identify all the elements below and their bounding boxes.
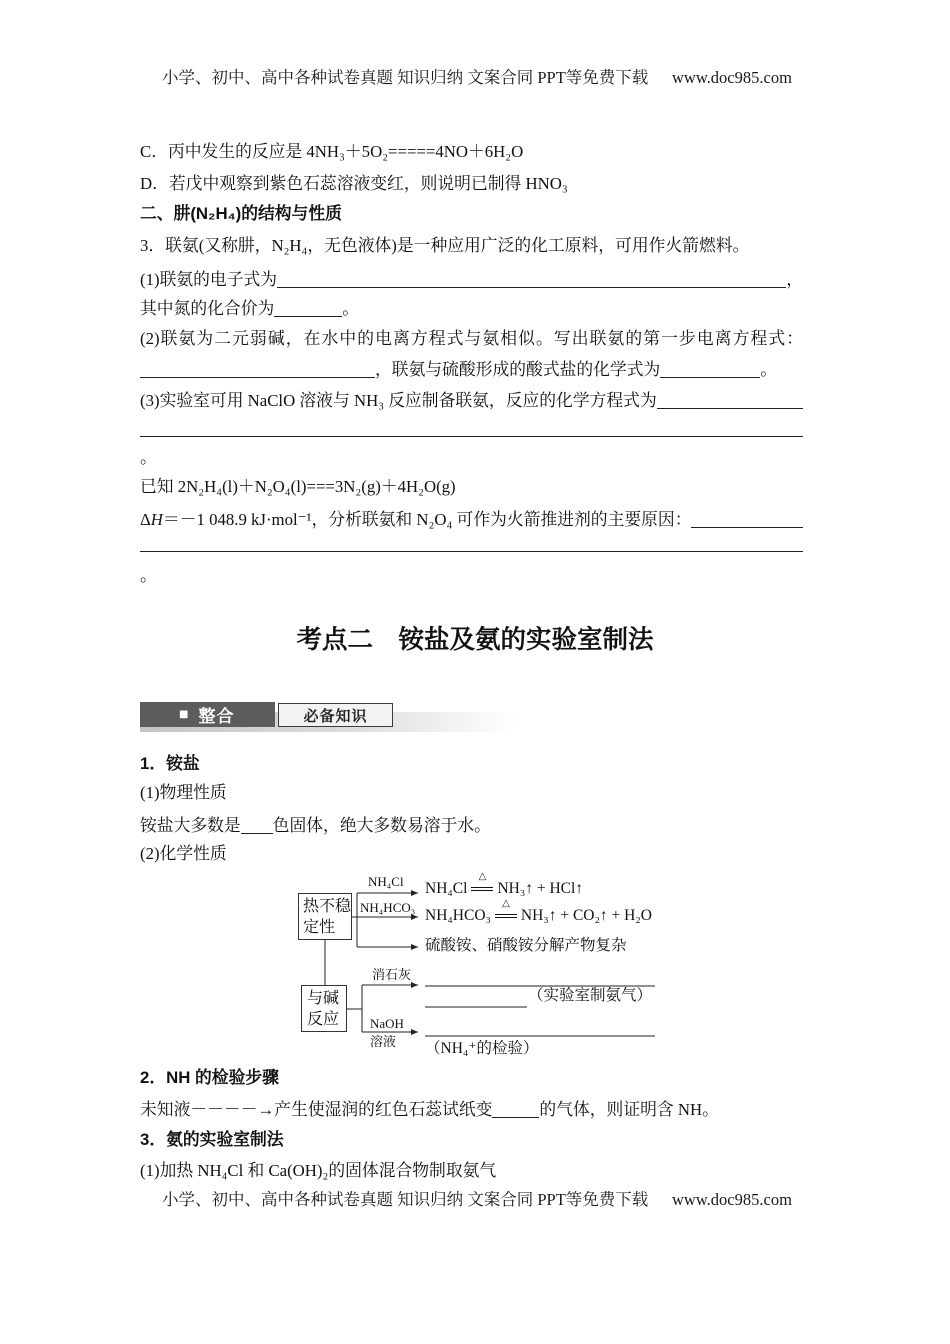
branch-label-slaked-lime: 消石灰: [372, 967, 412, 982]
question-3-1-second-line: [140, 297, 359, 319]
question-3-2-lead: (2)联氨为二元弱碱，在水中的电离方程式与氨相似。写出联氨的第一步电离方程式：: [140, 329, 803, 348]
chemical-properties-heading: (2)化学性质: [140, 844, 227, 863]
option-d: D．若戊中观察到紫色石蕊溶液变红，则说明已制得 HNO₃: [140, 174, 568, 193]
equation-reactant: NH₄Cl: [425, 880, 468, 897]
question-3-1-lead: (1)联氨的电子式为: [140, 270, 278, 289]
thermal-instability-label: 热不稳: [303, 898, 352, 915]
heating-condition: [471, 871, 493, 893]
header-url: www.doc985.com: [672, 68, 792, 87]
equation-products: NH₃↑ + HCl↑: [497, 880, 584, 897]
reaction-with-base-label: 与碱: [307, 990, 340, 1007]
heat-triangle-icon: △: [478, 871, 487, 882]
branch-label-solution: 溶液: [370, 1034, 397, 1049]
question-3-3-lead: (3)实验室可用 NaClO 溶液与 NH₃ 反应制备联氨，反应的化学方程式为: [140, 391, 657, 410]
reaction-with-base-label: 反应: [307, 1011, 340, 1028]
answer-blank: [277, 271, 786, 288]
question-3-2-answer-line: [140, 358, 777, 380]
branch-label-naoh: NaOH: [370, 1016, 404, 1031]
banner-label-block: [140, 702, 275, 727]
ammonium-test-note: （NH₄⁺的检验）: [425, 1040, 539, 1057]
subsection-heading-test-steps: 2．NH 的检验步骤: [140, 1068, 279, 1087]
answer-blank: [274, 300, 342, 317]
answer-blank: [657, 392, 803, 409]
physical-properties-line: [140, 814, 491, 836]
question-3-1-comma: ，: [786, 270, 803, 289]
equation-nh4hco3-decomposition: [425, 898, 652, 926]
question-3-1-line: [140, 268, 803, 290]
equation-nh4cl-decomposition: [425, 871, 584, 899]
question-3-stem: 3．联氨(又称肼，N₂H₄，无色液体)是一种应用广泛的化工原料，可用作火箭燃料。: [140, 236, 750, 255]
delta-symbol: Δ: [140, 510, 151, 529]
physical-properties-heading: (1)物理性质: [140, 783, 227, 802]
square-bullet-icon: ■: [179, 708, 189, 720]
footer-url: www.doc985.com: [672, 1190, 792, 1209]
header-slogan: 小学、初中、高中各种试卷真题 知识归纳 文案合同 PPT等免费下载: [162, 68, 649, 87]
enthalpy-line: [140, 508, 803, 530]
thermal-instability-label: 定性: [303, 919, 336, 936]
branch-label-nh4hco3: NH₄HCO₃: [360, 900, 416, 915]
answer-blank-full-line: [140, 551, 803, 552]
option-c: C．丙中发生的反应是 4NH₃＋5O₂=====4NO＋6H₂O: [140, 142, 524, 161]
heat-triangle-icon: △: [502, 898, 510, 909]
section-heading-hydrazine: 二、肼(N₂H₄)的结构与性质: [140, 204, 342, 223]
equation-reactant: NH₄HCO₃: [425, 907, 491, 924]
test-steps-rest: 的气体，则证明含 NH。: [539, 1100, 719, 1119]
lab-preparation-note: （实验室制氨气）: [528, 987, 653, 1004]
question-3-1-end: 。: [342, 299, 360, 318]
enthalpy-end: 。: [140, 566, 157, 585]
subsection-heading-lab-preparation: 3．氨的实验室制法: [140, 1130, 284, 1149]
question-3-3-end: 。: [140, 448, 157, 467]
answer-blank: [140, 361, 375, 378]
footer-slogan: 小学、初中、高中各种试卷真题 知识归纳 文案合同 PPT等免费下载: [162, 1190, 649, 1209]
answer-blank: [492, 1101, 539, 1118]
question-3-3-line: [140, 389, 803, 411]
enthalpy-text: ＝－1 048.9 kJ·mol⁻¹，分析联氨和 N₂O₄ 可作为火箭推进剂的主要原因：: [162, 510, 692, 529]
thermal-instability-box: [298, 893, 352, 940]
physical-properties-lead: 铵盐大多数是: [140, 816, 241, 835]
reaction-with-base-box: [301, 985, 347, 1032]
branch-label-nh4cl: NH₄Cl: [368, 874, 404, 889]
equation-products: NH₃↑ + CO₂↑ + H₂O: [520, 907, 652, 924]
physical-properties-rest: 色固体，绝大多数易溶于水。: [272, 816, 491, 835]
page-title: 考点二 铵盐及氨的实验室制法: [296, 626, 654, 654]
question-3-2-mid: ，联氨与硫酸形成的酸式盐的化学式为: [375, 360, 661, 379]
lab-method-1: (1)加热 NH₄Cl 和 Ca(OH)₂的固体混合物制取氨气: [140, 1161, 497, 1180]
question-3-2-end: 。: [760, 360, 778, 379]
enthalpy-symbol: H: [150, 510, 163, 529]
answer-blank: [691, 511, 803, 528]
banner-tag: [278, 703, 393, 727]
given-equation: 已知 2N₂H₄(l)＋N₂O₄(l)===3N₂(g)＋4H₂O(g): [140, 477, 456, 496]
test-steps-line: [140, 1098, 719, 1120]
answer-blank-full-line: [140, 436, 803, 437]
question-3-1-valence-lead: 其中氮的化合价为: [140, 299, 275, 318]
heating-condition: [495, 898, 517, 920]
test-steps-lead: 未知液－－－－→产生使湿润的红色石蕊试纸变: [140, 1100, 493, 1119]
subsection-heading-ammonium-salts: 1．铵盐: [140, 754, 200, 773]
banner-label: 整合: [198, 707, 235, 726]
answer-blank: [241, 817, 273, 834]
answer-blank: [660, 361, 760, 378]
banner-tag-text: 必备知识: [303, 707, 368, 725]
complex-decomposition-note: 硫酸铵、硝酸铵分解产物复杂: [425, 937, 627, 954]
